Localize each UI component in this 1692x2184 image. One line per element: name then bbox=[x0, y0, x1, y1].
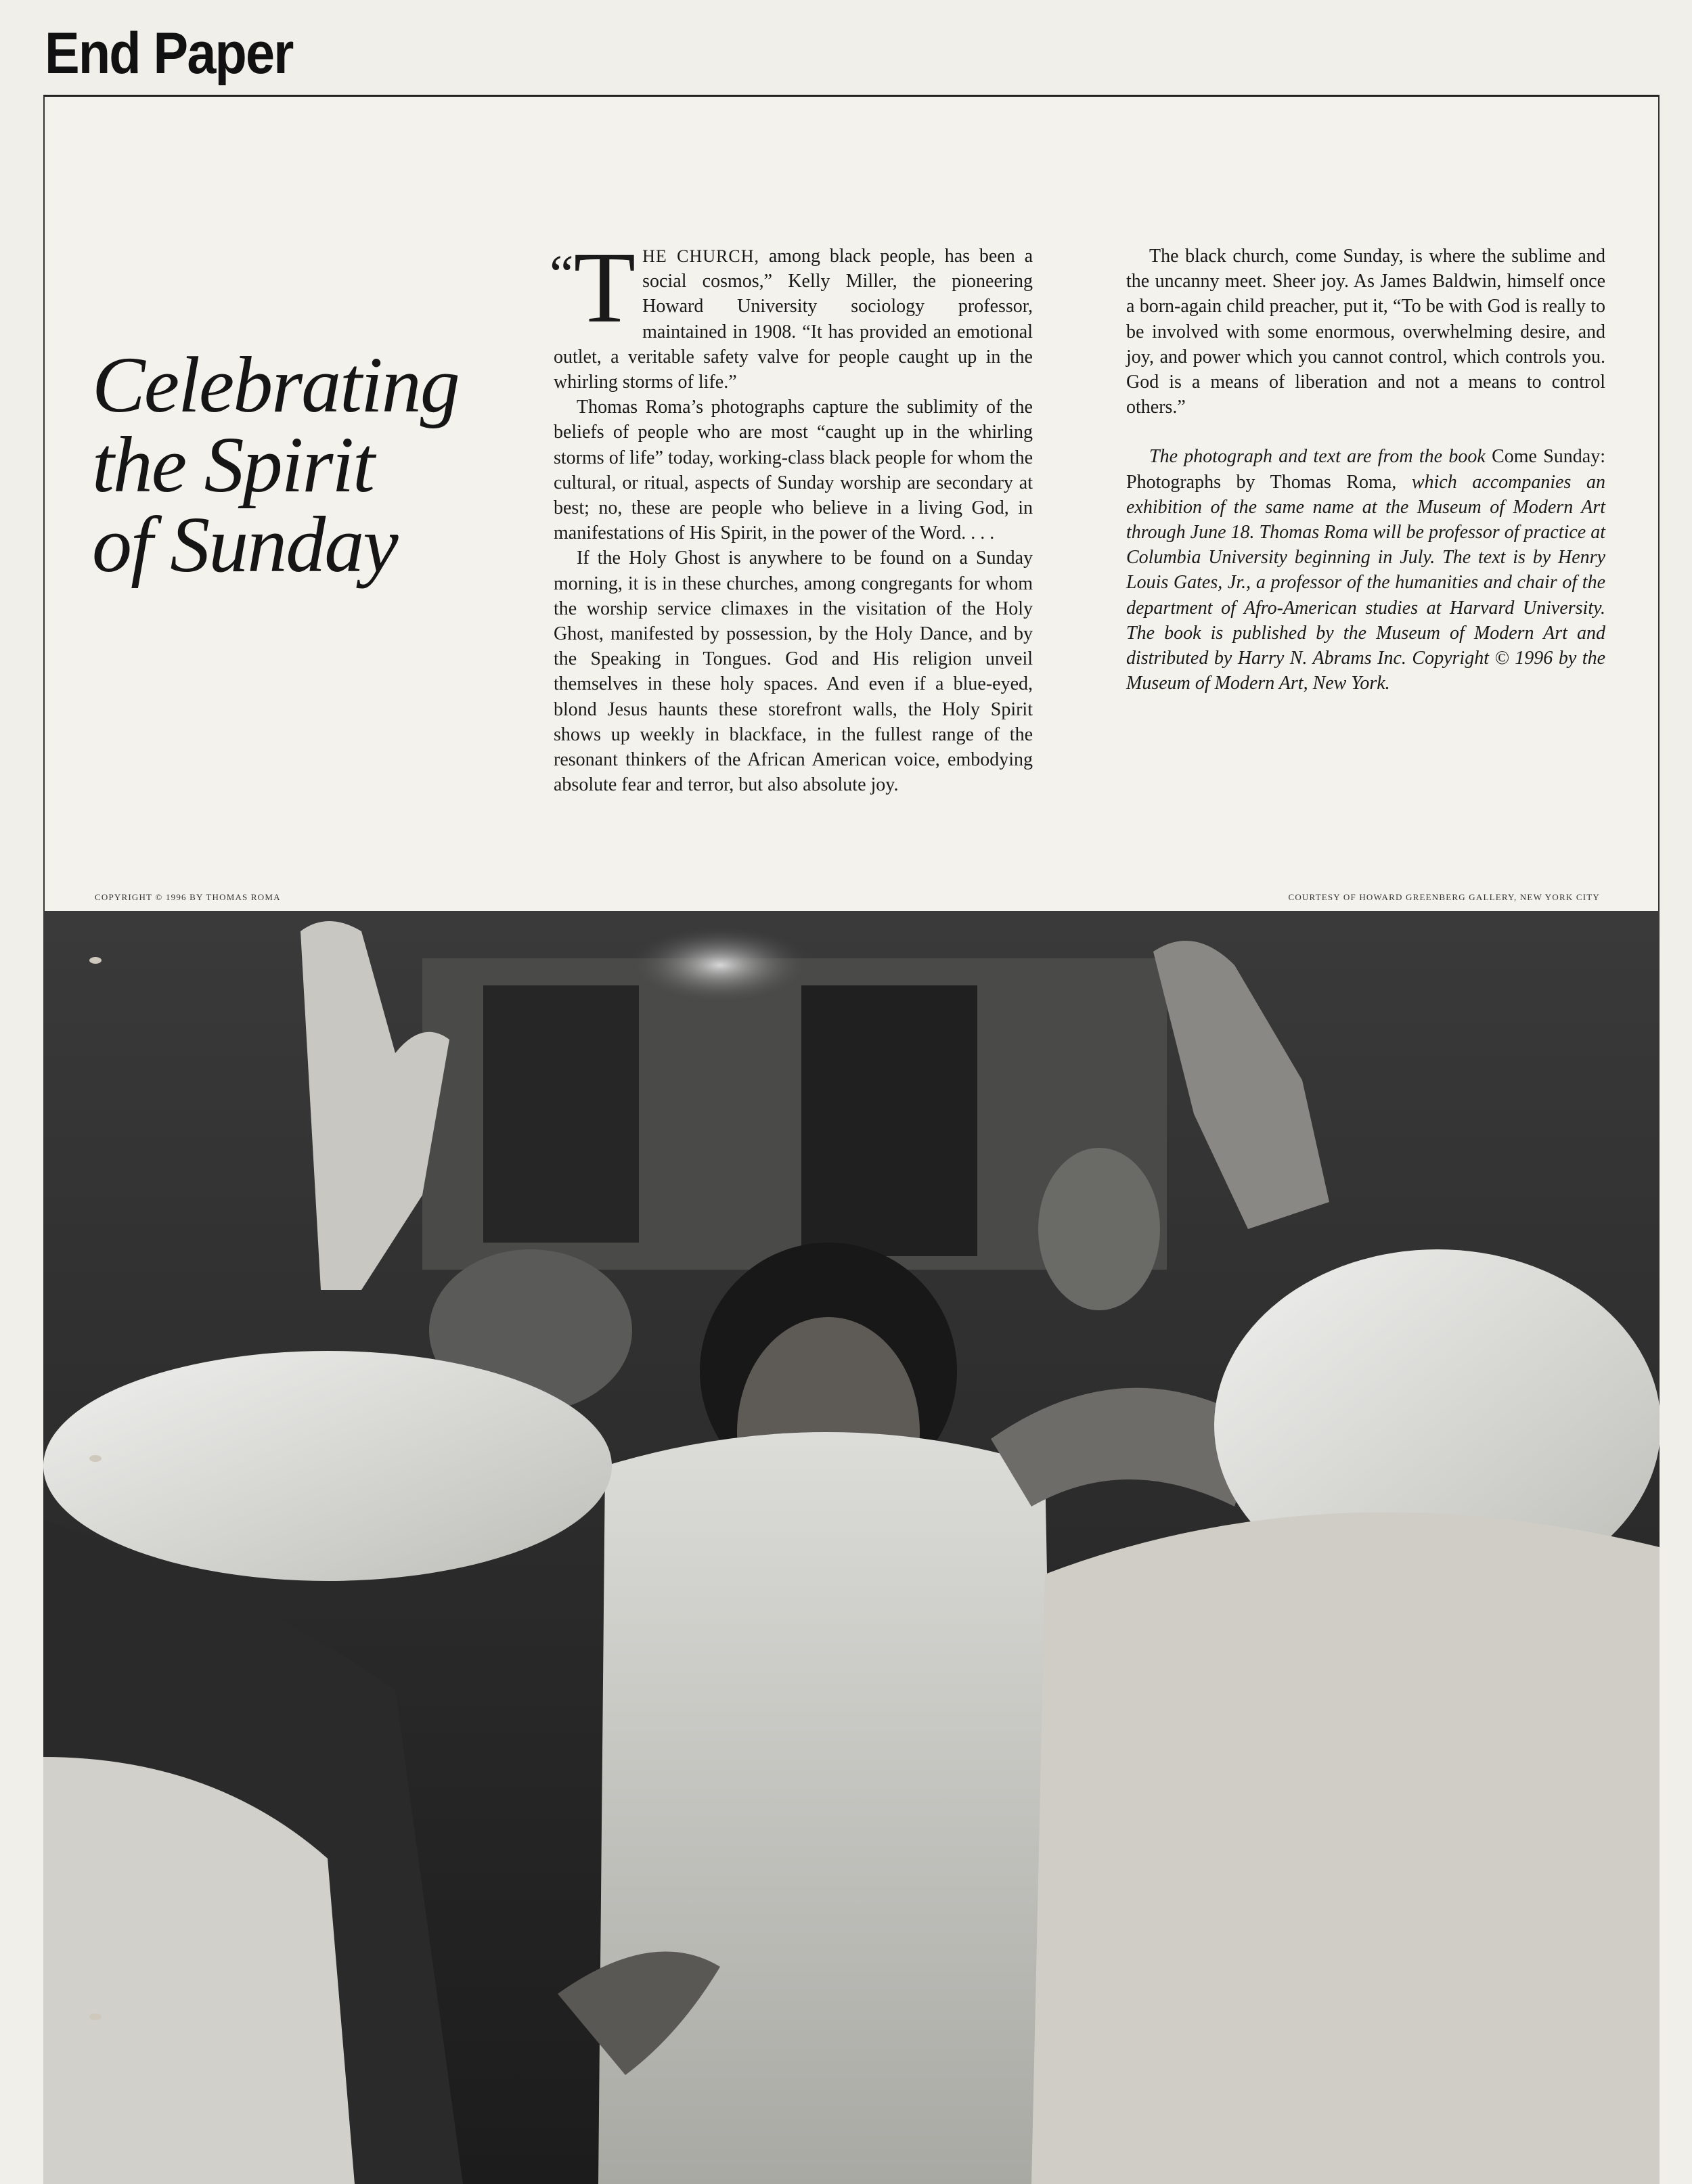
lead-smallcaps: HE CHURCH, bbox=[642, 246, 759, 266]
church-photograph bbox=[43, 911, 1660, 2184]
article-column-2 bbox=[1126, 244, 1605, 696]
drop-cap-letter: T bbox=[573, 231, 636, 344]
punch-hole bbox=[89, 1455, 102, 1462]
doorway-right bbox=[801, 985, 977, 1256]
punch-hole bbox=[89, 957, 102, 964]
book-note bbox=[1126, 444, 1605, 696]
photo-copyright-credit: COPYRIGHT © 1996 BY THOMAS ROMA bbox=[95, 892, 281, 902]
article-lead-paragraph bbox=[550, 231, 1033, 395]
headline-line-1: Celebrating bbox=[92, 340, 459, 429]
floral-dress-right bbox=[1031, 1513, 1660, 2184]
section-title: End Paper bbox=[45, 21, 293, 86]
punch-hole bbox=[89, 2013, 102, 2020]
ceiling-light bbox=[625, 924, 815, 1006]
article-column-1 bbox=[550, 231, 1033, 797]
photograph-illustration bbox=[43, 911, 1660, 2184]
white-hat-left bbox=[43, 1351, 612, 1581]
background-man-head bbox=[1038, 1148, 1160, 1310]
article-paragraph-4: The black church, come Sunday, is where the sublime and the uncanny meet. Sheer joy. As James Baldwin, himself once a born-again child preacher, put it, “To be with God is really to be involved with some enormous, overwhelming desire, and joy, and power which you cannot control, which controls you. God is a means of liberation and not a means to control others.” bbox=[1126, 246, 1605, 418]
headline-line-2: the Spirit bbox=[92, 420, 374, 509]
headline bbox=[92, 340, 512, 589]
lead-text: among black people, has been a social cosmos,” Kelly Miller, the pioneering Howard University sociology professor, maintained in 1908. “It has provided an emotional outlet, a veritable safety valve for people caught up in the whirling storms of life.” bbox=[554, 246, 1033, 393]
article-paragraph-2: Thomas Roma’s photographs capture the sublimity of the beliefs of people who are most “caught up in the whirling storms of life” today, working-class black people for whom the cultural, or ritual, aspects of Sunday worship are secondary at best; no, these are people who believe in a living God, in manifestations of His Spirit, in the power of the Word. . . . bbox=[554, 397, 1033, 544]
drop-cap bbox=[550, 231, 636, 344]
drop-cap-quote: “ bbox=[550, 245, 574, 305]
photo-courtesy-credit: COURTESY OF HOWARD GREENBERG GALLERY, NEW YORK CITY bbox=[1288, 892, 1600, 902]
note-text-2: , which accompanies an exhibition of the same name at the Museum of Modern Art through June 18. Thomas Roma will be professor of practice at Columbia University beginning in July. The text is by Henry Louis Gates, Jr., a professor of the humanities and chair of the department of Afro-American studies at Harvard University. The book is published by the Museum of Modern Art and distributed by Harry N. Abrams Inc. Copyright © 1996 by the Museum of Modern Art, New York. bbox=[1126, 471, 1606, 694]
book-note-paragraph bbox=[1126, 444, 1605, 696]
article-paragraph-3: If the Holy Ghost is anywhere to be found on a Sunday morning, it is in these churches, among congregants for whom the worship service climaxes in the visitation of the Holy Ghost, manifested by possession, by the Holy Dance, and by the Speaking in Tongues. God and His religion unveil themselves in these holy spaces. And even if a blue-eyed, blond Jesus haunts these storefront walls, the Holy Spirit shows up weekly in blackface, in the fullest range of the resonant thinkers of the African American voice, embodying absolute fear and terror, but also absolute joy. bbox=[554, 548, 1033, 796]
note-text-1: The photograph and text are from the book bbox=[1149, 446, 1492, 468]
headline-line-3: of Sunday bbox=[92, 500, 397, 589]
doorway-left bbox=[483, 985, 639, 1243]
woman-white-dress bbox=[598, 1432, 1059, 2184]
note-book-title: Come Sunday: Photographs by Thomas Roma bbox=[1126, 446, 1605, 493]
